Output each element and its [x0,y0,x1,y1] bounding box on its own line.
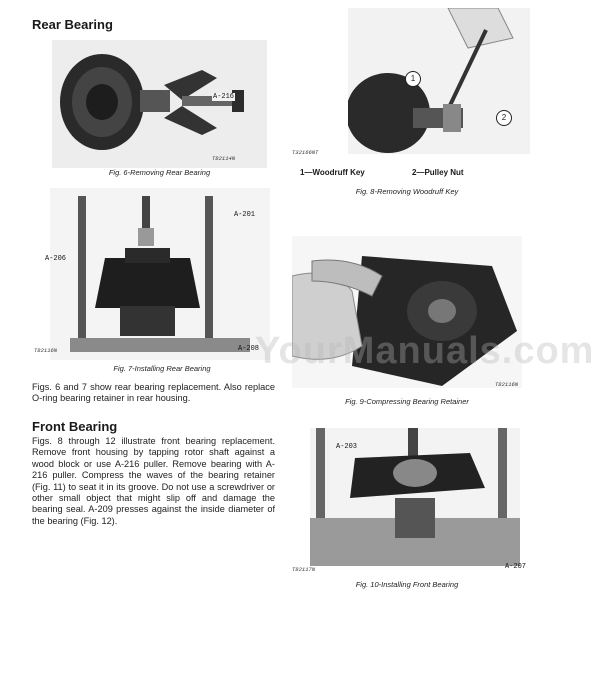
alternator-puller-illustration [52,40,267,168]
fig6-serial: T82114N [212,155,236,162]
fig6-photo [52,40,267,168]
fig10-callout-a203: A-203 [336,443,358,451]
front-bearing-heading: Front Bearing [32,419,118,434]
fig8-legend-pulley-nut: 2—Pulley Nut [412,168,464,177]
fig7-callout-a201: A-201 [234,211,256,219]
fig7-callout-a208: A-208 [238,345,260,353]
watermark: YourManuals.com [255,330,595,372]
fig8-serial: T32166NT [292,149,319,156]
fig6-caption: Fig. 6-Removing Rear Bearing [108,168,211,177]
rear-bearing-heading: Rear Bearing [32,17,113,32]
front-bearing-paragraph: Figs. 8 through 12 illustrate front bearing replacement. Remove front housing by tapping rotor shaft against a wood block or use A-216 puller. Remove bearing with A-216 puller. Compress the waves of the bearing retainer (Fig. 11) to seat it in its groove. Do not use a screwdriver or other small object that might slip off and damage the bearing seal. A-209 presses against the inside diameter of the bearing (Fig. 12). [32,436,275,526]
fig7-callout-a206: A-206 [45,255,67,263]
fig7-serial: T82116N [34,347,58,354]
fig10-callout-a207: A-207 [505,563,527,571]
fig8-legend-woodruff-key: 1—Woodruff Key [300,168,365,177]
fig8-marker-1: 1 [405,71,421,87]
fig9-serial: T82116N [495,381,519,388]
fig6-callout: A-216 [213,93,235,101]
fig8-photo [348,8,530,154]
fig10-caption: Fig. 10-Installing Front Bearing [355,580,459,589]
rear-bearing-paragraph: Figs. 6 and 7 show rear bearing replacement. Also replace O-ring bearing retainer in rear housing. [32,382,275,404]
fig10-serial: T82117N [292,566,316,573]
fig7-caption: Fig. 7-Installing Rear Bearing [113,364,211,373]
fig8-marker-2: 2 [496,110,512,126]
fig9-caption: Fig. 9-Compressing Bearing Retainer [345,397,469,406]
fig8-caption: Fig. 8-Removing Woodruff Key [355,187,459,196]
woodruff-key-removal-illustration [348,8,530,154]
